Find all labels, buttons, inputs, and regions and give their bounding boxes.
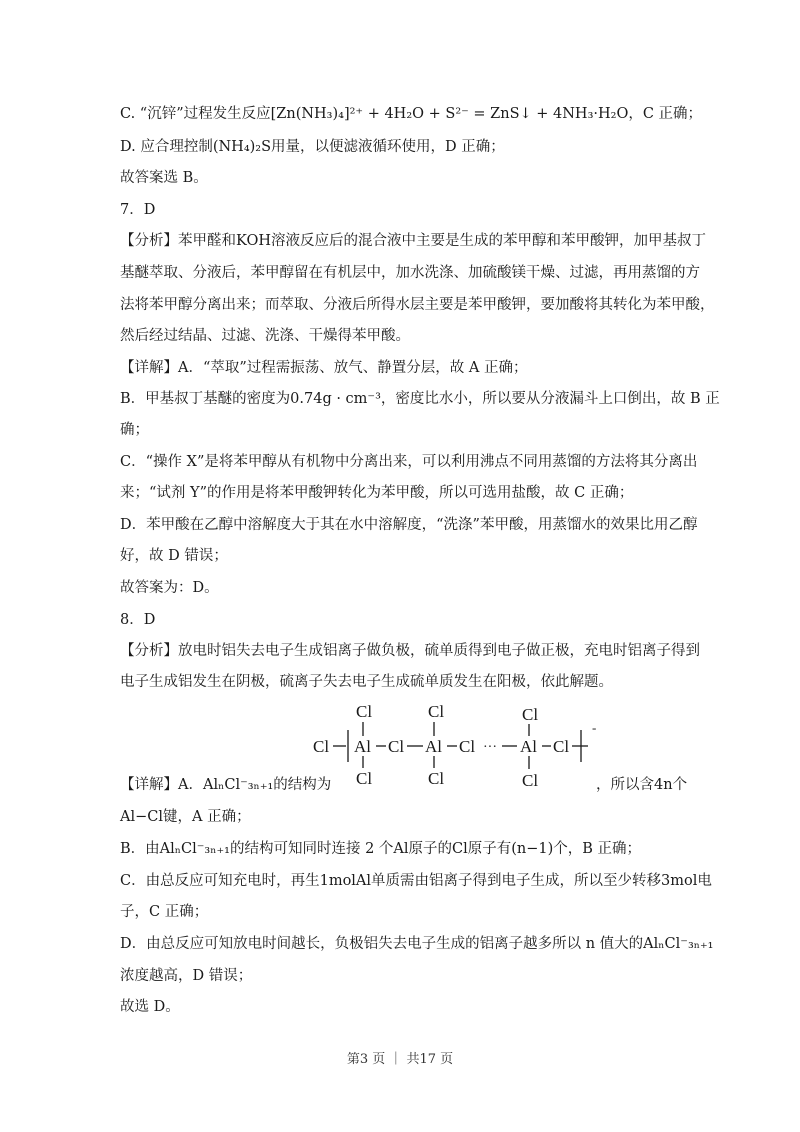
detail-7-line-6: D．苯甲酸在乙醇中溶解度大于其在水中溶解度，“洗涤”苯甲酸，用蒸馏水的效果比用乙醇 [120,517,698,533]
answer-conclusion-6: 故答案选 B。 [120,170,208,186]
detail-8-line-8: 故选 D。 [120,999,180,1015]
structure-cl-bottom-1: Cl [356,769,373,788]
structure-charge: - [592,720,597,735]
analysis-7-line-1: 【分析】苯甲醛和KOH溶液反应后的混合液中主要是生成的苯甲醇和苯甲酸钾，加甲基叔丁 [120,233,706,249]
structure-cl-end-right: Cl [553,737,570,756]
detail-8-line-3: B．由AlₙCl⁻₃ₙ₊₁的结构可知同时连接 2 个Al原子的Cl原子有(n−1)个，B 正确； [120,841,642,857]
analysis-7-line-3: 法将苯甲醇分离出来；而萃取、分液后所得水层主要是苯甲酸钾，要加酸将其转化为苯甲酸， [120,297,715,313]
answer-line-c6: C. “沉锌”过程发生反应[Zn(NH₃)₄]²⁺ + 4H₂O + S²⁻ = ZnS↓ + 4NH₃·H₂O，C 正确； [120,106,703,122]
analysis-7-line-4: 然后经过结晶、过滤、洗涤、干燥得苯甲酸。 [120,328,410,344]
detail-8-line-2: Al−Cl键，A 正确； [120,809,251,825]
analysis-7-line-2: 基醚萃取、分液后，苯甲醇留在有机层中，加水洗涤、加硫酸镁干燥、过滤，再用蒸馏的方 [120,265,700,281]
structure-cl-bridge-2: Cl [459,737,476,756]
detail-7-line-2: B．甲基叔丁基醚的密度为0.74g · cm⁻³，密度比水小，所以要从分液漏斗上口倒出，故 B 正 [120,391,720,407]
structure-al-2: Al [425,737,442,756]
question-8-answer: 8．D [120,612,156,628]
analysis-8-line-1: 【分析】放电时铝失去电子生成铝离子做负极，硫单质得到电子做正极，充电时铝离子得到 [120,643,700,659]
page-footer: 第3 页 ｜ 共17 页 [346,1052,454,1067]
structure-cl-bridge-1: Cl [388,737,405,756]
structure-cl-top-3: Cl [522,705,539,724]
detail-8-line-7: 浓度越高，D 错误； [120,968,253,984]
structure-al-1: Al [354,737,371,756]
structure-cl-bottom-2: Cl [428,769,445,788]
structure-cl-bottom-3: Cl [522,771,539,790]
detail-8-line-5: 子，C 正确； [120,904,209,920]
structure-cl-end-left: Cl [313,737,330,756]
detail-8-line-1a: 【详解】A．AlₙCl⁻₃ₙ₊₁的结构为 [120,777,332,793]
detail-7-line-8: 故答案为：D。 [120,580,219,596]
detail-7-line-4: C．“操作 X”是将苯甲醇从有机物中分离出来，可以利用沸点不同用蒸馏的方法将其分离出 [120,454,698,470]
detail-8-line-4: C．由总反应可知充电时，再生1molAl单质需由铝离子得到电子生成，所以至少转移3mol电 [120,873,712,889]
detail-8-line-6: D．由总反应可知放电时间越长，负极铝失去电子生成的铝离子越多所以 n 值大的AlₙCl⁻₃ₙ₊₁ [120,936,714,952]
detail-8-line-1b: ，所以含4n个 [596,777,688,793]
structure-cl-top-2: Cl [428,702,445,721]
detail-7-line-3: 确； [120,422,149,438]
structure-al-3: Al [520,737,537,756]
structure-dots: ··· [483,740,497,755]
alcl-structure-diagram [310,700,600,798]
question-7-answer: 7．D [120,202,156,218]
structure-cl-top-1: Cl [356,702,373,721]
detail-7-line-5: 来；“试剂 Y”的作用是将苯甲酸钾转化为苯甲酸，所以可选用盐酸，故 C 正确； [120,485,634,501]
analysis-8-line-2: 电子生成铝发生在阴极，硫离子失去电子生成硫单质发生在阳极，依此解题。 [120,674,613,690]
detail-7-line-1: 【详解】A．“萃取”过程需振荡、放气、静置分层，故 A 正确； [120,360,528,376]
answer-line-d6: D. 应合理控制(NH₄)₂S用量，以便滤液循环使用，D 正确； [120,139,505,155]
detail-7-line-7: 好，故 D 错误； [120,548,228,564]
